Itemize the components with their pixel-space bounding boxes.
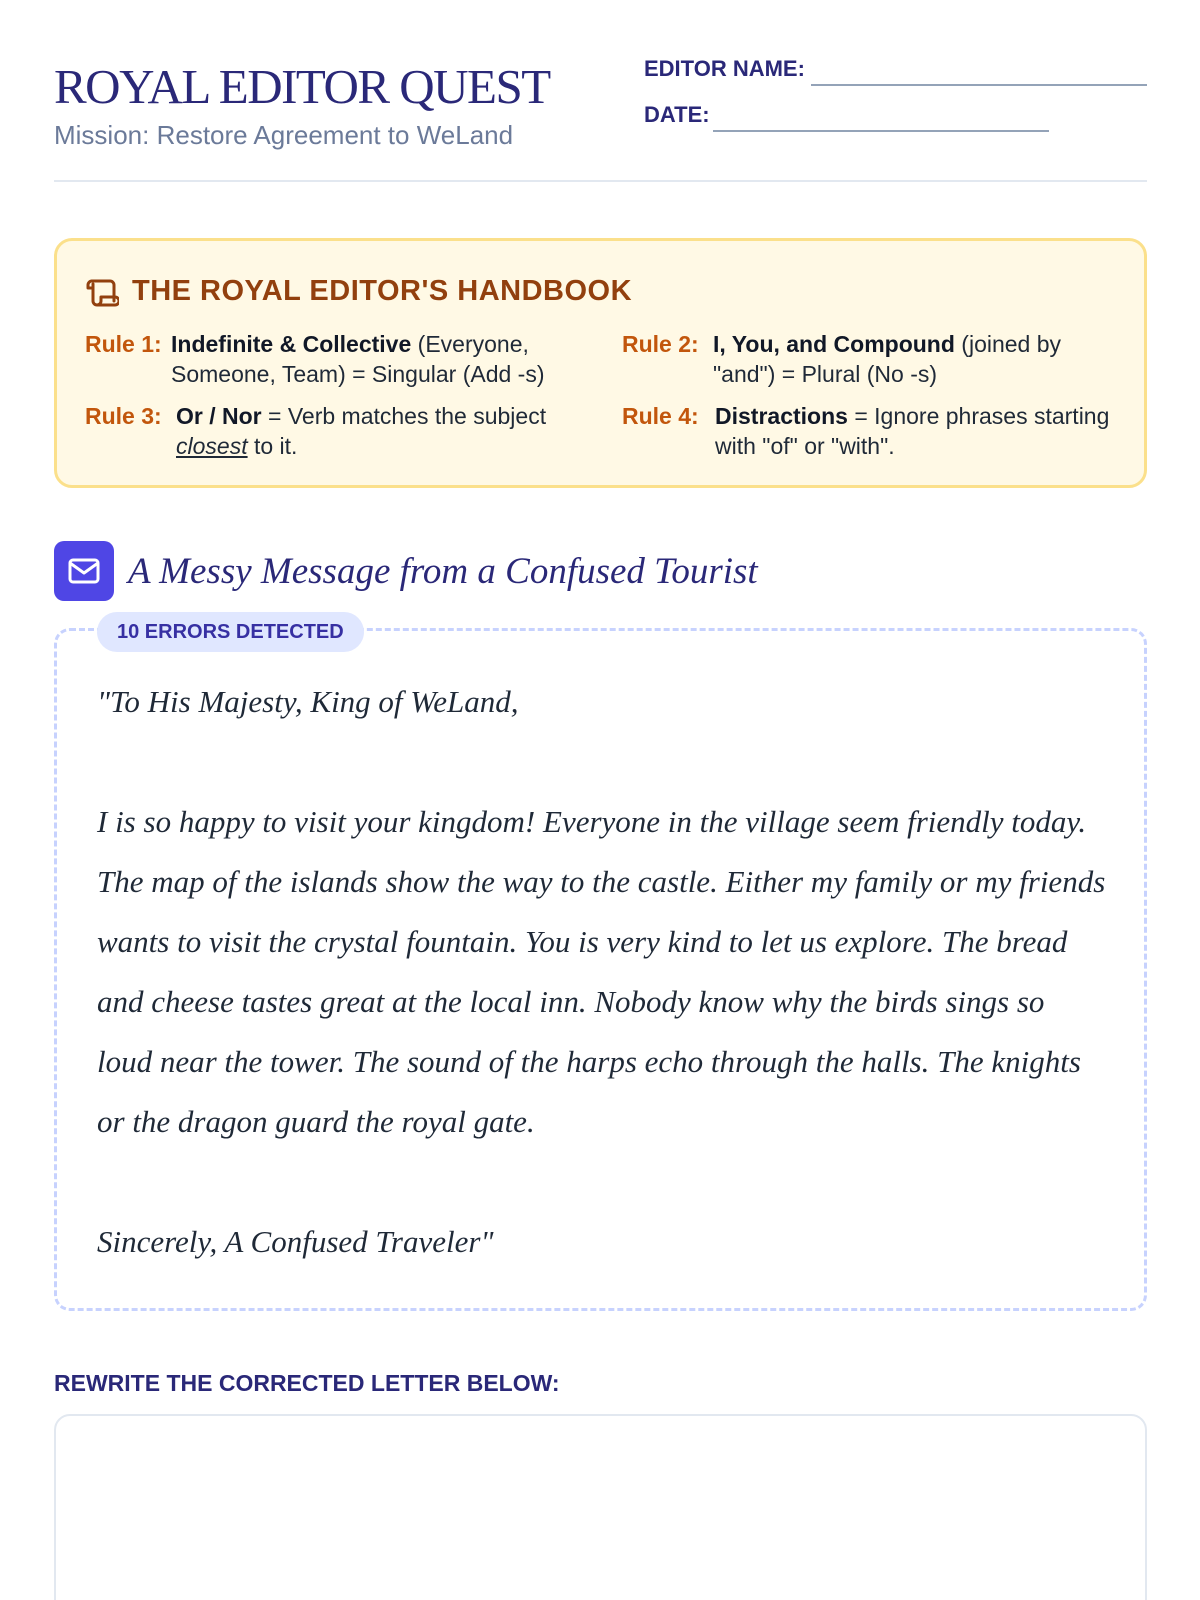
rule-label: Rule 2: (622, 331, 699, 357)
letter-body: I is so happy to visit your kingdom! Everyone in the village seem friendly today. The map of the islands show the way to the castle. Either my family or my friends wants to visit the crystal fountain. You is very kind to let us explore. The bread and cheese tastes great at the local inn. Nobody know why the birds sings so loud near the tower. The sound of the harps echo through the halls. The knights or the dragon guard the royal gate. (97, 804, 1106, 1139)
rule-label: Rule 4: (622, 403, 699, 429)
page-title: ROYAL EDITOR QUEST (54, 59, 550, 114)
editor-name-label: EDITOR NAME: (644, 56, 805, 81)
header-divider (54, 180, 1147, 182)
page-subtitle: Mission: Restore Agreement to WeLand (54, 120, 514, 150)
letter-salutation: "To His Majesty, King of WeLand, (97, 684, 519, 719)
handbook-panel (54, 238, 1147, 488)
editor-name-field[interactable] (811, 84, 1147, 86)
date-label: DATE: (644, 102, 710, 127)
rewrite-answer-box[interactable] (54, 1414, 1147, 1600)
rewrite-label: REWRITE THE CORRECTED LETTER BELOW: (54, 1370, 560, 1396)
rule-text: Indefinite & Collective (Everyone, Someone, Team) = Singular (Add -s) (171, 331, 545, 387)
rule-text: Or / Nor = Verb matches the subject closest to it. (176, 403, 547, 459)
date-field[interactable] (713, 130, 1049, 132)
letter-signoff: Sincerely, A Confused Traveler" (97, 1224, 494, 1259)
rule-4 (622, 401, 1122, 463)
rule-3 (85, 401, 595, 463)
mail-icon (54, 541, 114, 601)
rule-label: Rule 1: (85, 331, 162, 357)
letter-title: A Messy Message from a Confused Tourist (128, 551, 758, 592)
handbook-title: THE ROYAL EDITOR'S HANDBOOK (132, 275, 633, 307)
rule-text: I, You, and Compound (joined by "and") = Plural (No -s) (713, 331, 1062, 387)
rule-text: Distractions = Ignore phrases starting with "of" or "with". (715, 403, 1110, 459)
rule-1 (85, 329, 595, 391)
rule-2 (622, 329, 1122, 391)
rule-label: Rule 3: (85, 403, 162, 429)
scroll-icon (85, 277, 119, 309)
errors-badge: 10 ERRORS DETECTED (97, 612, 364, 652)
